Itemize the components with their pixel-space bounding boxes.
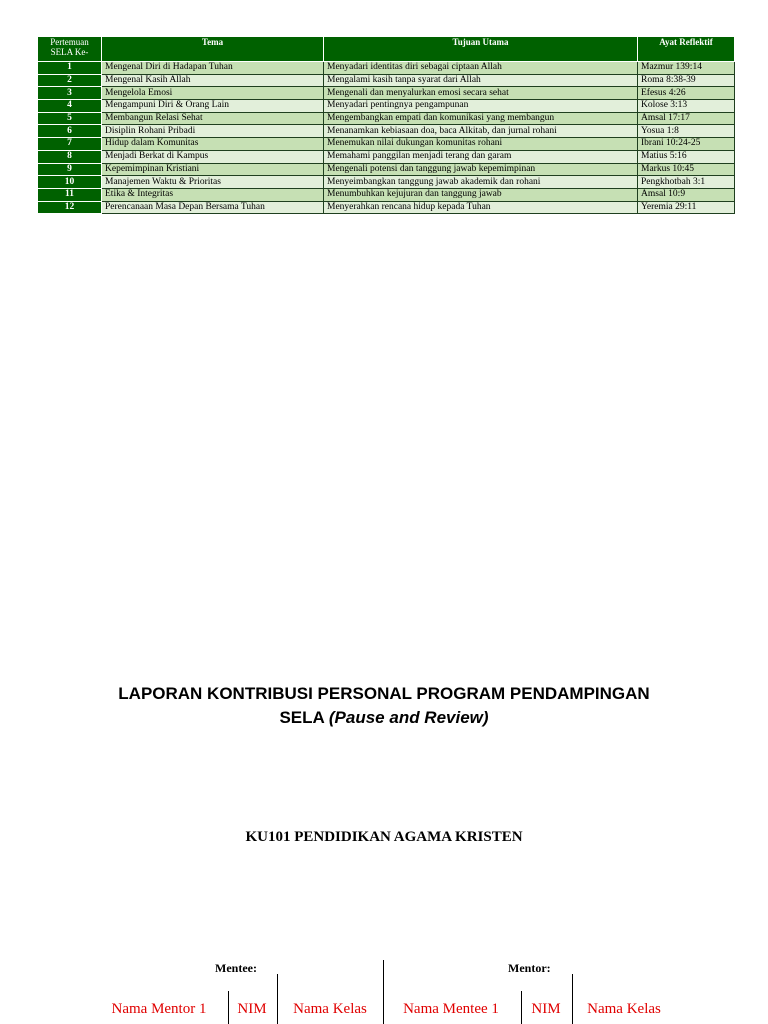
- theme-cell: Etika & Integritas: [102, 188, 324, 201]
- verse-cell: Efesus 4:26: [638, 87, 735, 100]
- theme-cell: Perencanaan Masa Depan Bersama Tuhan: [102, 201, 324, 214]
- meeting-number-cell: 4: [38, 100, 102, 113]
- divider-line: [228, 991, 229, 1024]
- left-class-cell: Nama Kelas: [293, 1001, 367, 1017]
- mentor-label: Mentor:: [508, 961, 551, 975]
- theme-cell: Hidup dalam Komunitas: [102, 138, 324, 151]
- meeting-number-cell: 9: [38, 163, 102, 176]
- header-theme: Tema: [102, 37, 324, 62]
- report-title-line1: LAPORAN KONTRIBUSI PERSONAL PROGRAM PENDAMPINGAN: [118, 684, 650, 703]
- theme-cell: Menjadi Berkat di Kampus: [102, 150, 324, 163]
- table-row: [38, 188, 735, 201]
- theme-cell: Mengelola Emosi: [102, 87, 324, 100]
- theme-cell: Mengampuni Diri & Orang Lain: [102, 100, 324, 113]
- verse-cell: Mazmur 139:14: [638, 62, 735, 75]
- table-row: [38, 176, 735, 189]
- goal-cell: Menyadari identitas diri sebagai ciptaan Allah: [324, 62, 638, 75]
- right-name-cell: Nama Mentee 1: [403, 1001, 499, 1017]
- table-row: [38, 125, 735, 138]
- theme-cell: Disiplin Rohani Pribadi: [102, 125, 324, 138]
- table-row: [38, 150, 735, 163]
- theme-cell: Mengenal Kasih Allah: [102, 74, 324, 87]
- table-header-row: [38, 37, 735, 62]
- goal-cell: Menumbuhkan kejujuran dan tanggung jawab: [324, 188, 638, 201]
- meeting-number-cell: 2: [38, 74, 102, 87]
- meeting-number-cell: 10: [38, 176, 102, 189]
- header-goal: Tujuan Utama: [324, 37, 638, 62]
- verse-cell: Amsal 17:17: [638, 112, 735, 125]
- table-row: [38, 163, 735, 176]
- right-nim-cell: NIM: [531, 1001, 561, 1017]
- verse-cell: Yosua 1:8: [638, 125, 735, 138]
- goal-cell: Memahami panggilan menjadi terang dan garam: [324, 150, 638, 163]
- meeting-number-cell: 5: [38, 112, 102, 125]
- theme-cell: Membangun Relasi Sehat: [102, 112, 324, 125]
- theme-cell: Kepemimpinan Kristiani: [102, 163, 324, 176]
- divider-line: [572, 974, 573, 1024]
- meeting-number-cell: 8: [38, 150, 102, 163]
- verse-cell: Markus 10:45: [638, 163, 735, 176]
- left-nim-cell: NIM: [237, 1001, 267, 1017]
- goal-cell: Mengenali dan menyalurkan emosi secara sehat: [324, 87, 638, 100]
- course-title: KU101 PENDIDIKAN AGAMA KRISTEN: [245, 829, 523, 845]
- header-verse: Ayat Reflektif: [638, 37, 735, 62]
- table-body: [38, 62, 735, 214]
- meeting-number-cell: 11: [38, 188, 102, 201]
- goal-cell: Mengalami kasih tanpa syarat dari Allah: [324, 74, 638, 87]
- schedule-table: [37, 36, 735, 214]
- mentee-label: Mentee:: [215, 961, 257, 975]
- meeting-number-cell: 7: [38, 138, 102, 151]
- divider-line: [383, 960, 384, 1024]
- theme-cell: Manajemen Waktu & Prioritas: [102, 176, 324, 189]
- verse-cell: Yeremia 29:11: [638, 201, 735, 214]
- table-row: [38, 138, 735, 151]
- report-title-sela: SELA: [279, 708, 325, 727]
- verse-cell: Ibrani 10:24-25: [638, 138, 735, 151]
- verse-cell: Kolose 3:13: [638, 100, 735, 113]
- divider-line: [277, 974, 278, 1024]
- verse-cell: Amsal 10:9: [638, 188, 735, 201]
- meeting-number-cell: 1: [38, 62, 102, 75]
- verse-cell: Roma 8:38-39: [638, 74, 735, 87]
- goal-cell: Menyadari pentingnya pengampunan: [324, 100, 638, 113]
- goal-cell: Menemukan nilai dukungan komunitas rohani: [324, 138, 638, 151]
- theme-cell: Mengenal Diri di Hadapan Tuhan: [102, 62, 324, 75]
- right-class-cell: Nama Kelas: [587, 1001, 661, 1017]
- table-row: [38, 201, 735, 214]
- goal-cell: Menyerahkan rencana hidup kepada Tuhan: [324, 201, 638, 214]
- table-row: [38, 112, 735, 125]
- goal-cell: Menanamkan kebiasaan doa, baca Alkitab, dan jurnal rohani: [324, 125, 638, 138]
- goal-cell: Menyeimbangkan tanggung jawab akademik dan rohani: [324, 176, 638, 189]
- header-meeting: Pertemuan SELA Ke-: [38, 37, 102, 62]
- left-name-cell: Nama Mentor 1: [111, 1001, 207, 1017]
- table-row: [38, 100, 735, 113]
- verse-cell: Matius 5:16: [638, 150, 735, 163]
- table-row: [38, 74, 735, 87]
- report-title: [0, 682, 768, 730]
- goal-cell: Mengembangkan empati dan komunikasi yang membangun: [324, 112, 638, 125]
- verse-cell: Pengkhotbah 3:1: [638, 176, 735, 189]
- divider-line: [521, 991, 522, 1024]
- goal-cell: Mengenali potensi dan tanggung jawab kepemimpinan: [324, 163, 638, 176]
- report-title-line2: [0, 706, 768, 730]
- table-row: [38, 62, 735, 75]
- meeting-number-cell: 6: [38, 125, 102, 138]
- meeting-number-cell: 3: [38, 87, 102, 100]
- table-row: [38, 87, 735, 100]
- report-title-italic: (Pause and Review): [328, 708, 489, 727]
- meeting-number-cell: 12: [38, 201, 102, 214]
